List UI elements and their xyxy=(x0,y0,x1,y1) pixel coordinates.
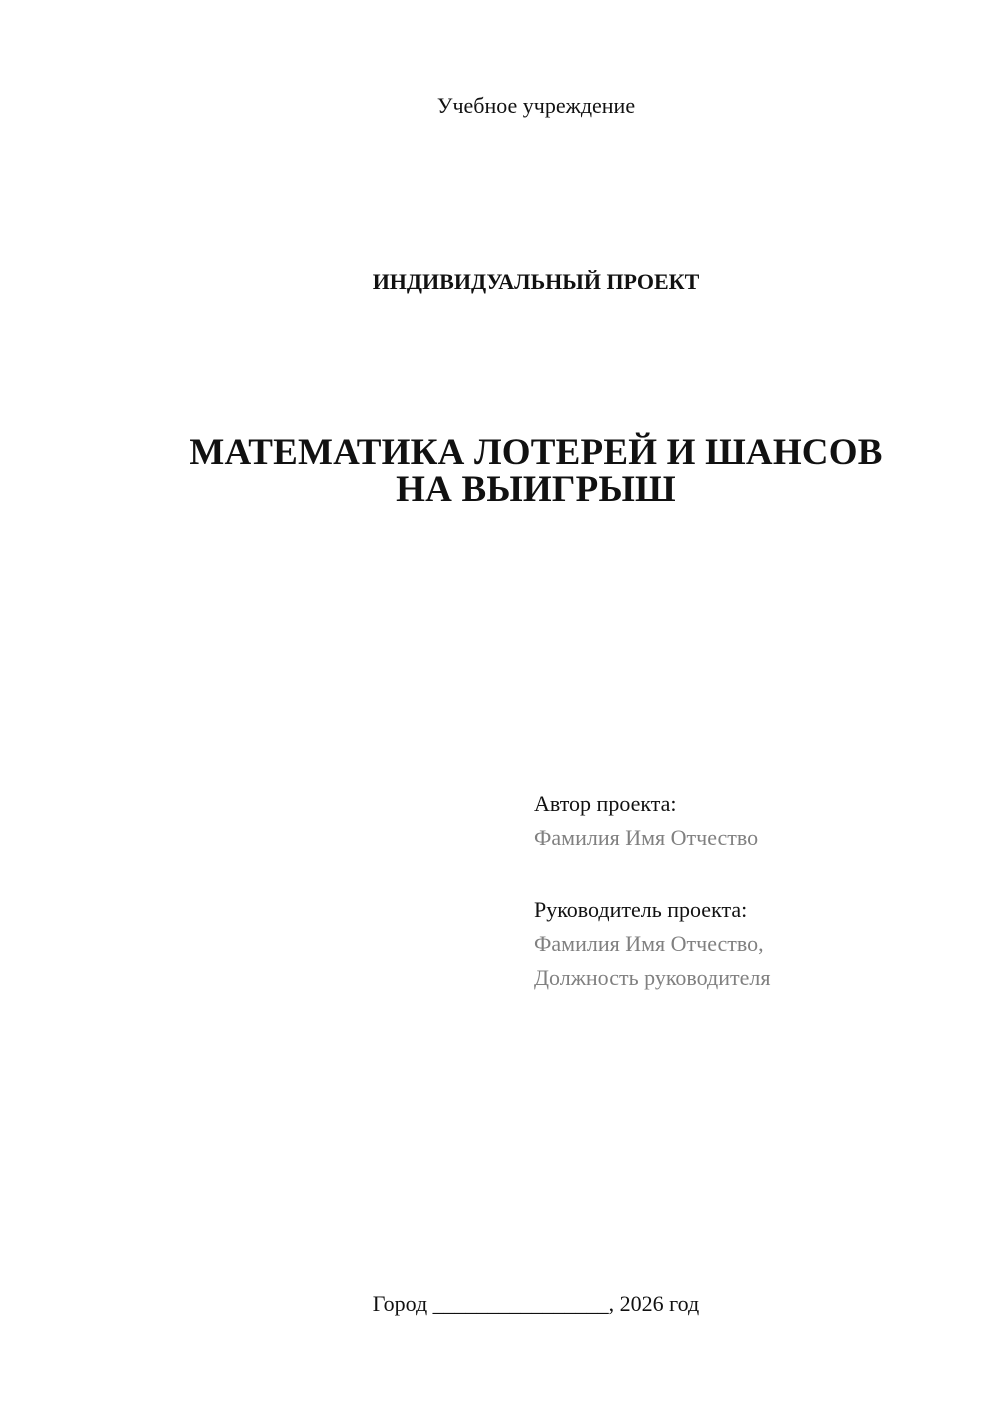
supervisor-block xyxy=(534,896,770,992)
author-name: Фамилия Имя Отчество xyxy=(534,825,759,850)
institution-name: Учебное учреждение xyxy=(436,93,636,118)
project-title-line-2: НА ВЫИГРЫШ xyxy=(396,469,676,510)
author-label: Автор проекта: xyxy=(534,791,677,816)
project-title xyxy=(36,434,1000,508)
supervisor-position: Должность руководителя xyxy=(534,965,771,990)
project-type-heading: ИНДИВИДУАЛЬНЫЙ ПРОЕКТ xyxy=(372,269,700,294)
supervisor-name: Фамилия Имя Отчество, xyxy=(534,931,764,956)
author-block xyxy=(534,790,758,852)
supervisor-label: Руководитель проекта: xyxy=(534,897,748,922)
project-title-line-1: МАТЕМАТИКА ЛОТЕРЕЙ И ШАНСОВ xyxy=(189,432,883,473)
city-year-footer: Город ________________, 2026 год xyxy=(372,1291,700,1316)
